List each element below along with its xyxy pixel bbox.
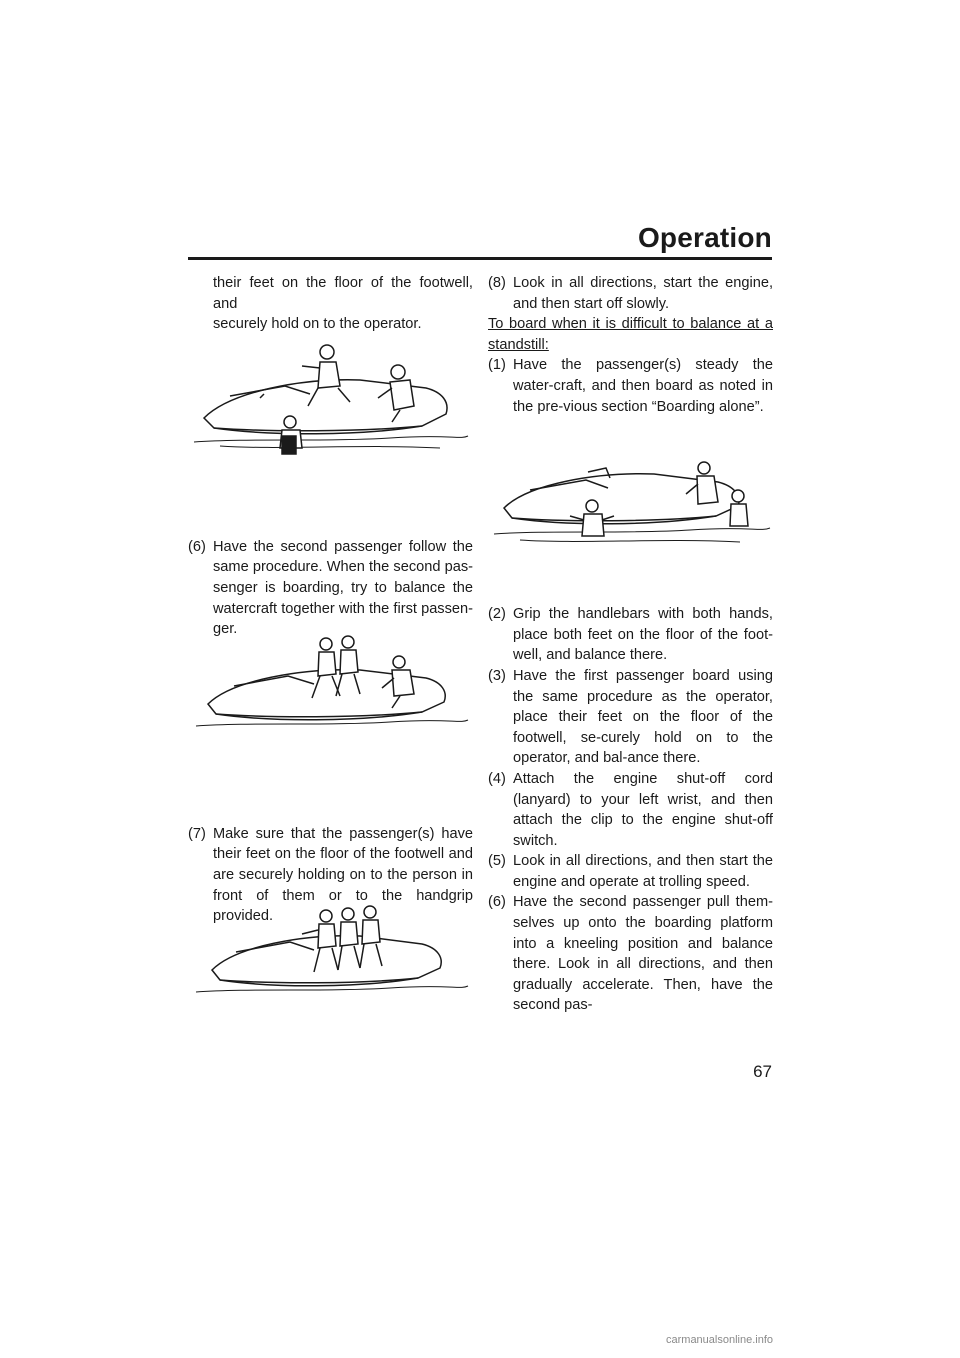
step-number: (4) [488,770,506,787]
step-text: Have the second passenger pull them-selves up onto the boarding platform into a kneeling position and balance there. Look in all directions, and then gradually accelerate. Then, have the second pas- [513,894,773,1014]
step-text: Make sure that the passenger(s) have their feet on the floor of the footwell and are securely holding on to the person in front of them or to the handgrip provided. [213,825,473,925]
watermark-link[interactable]: carmanualsonline.info [666,1334,774,1346]
intro-line-1: their feet on the floor of the footwell, and [213,275,473,312]
step-text: Attach the engine shut-off cord (lanyard) to your left wrist, and then attach the clip to the engine shut-off switch. [513,770,773,849]
boarding-illustration-2 [190,630,470,746]
step-number: (7) [188,825,206,842]
step-6-left [188,537,473,640]
step-6-right [488,892,773,1016]
right-column [488,273,773,1016]
step-text: Grip the handlebars with both hands, place both feet on the floor of the foot-well, and balance there. [513,606,773,664]
step-text: Have the second passenger follow the same procedure. When the second pas-senger is boarding, try to balance the watercraft together with the first passen-ger. [213,538,473,638]
step-number: (5) [488,853,506,870]
steadying-illustration-4 [490,456,772,560]
step-number: (1) [488,357,506,374]
step-1-right [488,355,773,417]
step-text: Have the passenger(s) steady the water-craft, and then board as noted in the pre-vious section “Boarding alone”. [513,357,773,415]
header-rule [188,257,772,260]
step-text: Have the first passenger board using the same procedure as the operator, place their feet on the floor of the footwell, se-curely hold on to the operator, and bal-ance there. [513,667,773,767]
step-number: (3) [488,667,506,684]
boarding-illustration-1 [190,336,470,460]
step-number: (6) [188,538,206,555]
step-number: (6) [488,894,506,911]
step-number: (2) [488,606,506,623]
step-5-right [488,851,773,892]
step-8-right [488,273,773,314]
step-4-right [488,769,773,851]
riding-illustration-3 [190,898,470,1012]
step-text: Look in all directions, and then start the engine and operate at trolling speed. [513,853,773,890]
page-title: Operation [637,222,772,253]
step-number: (8) [488,275,506,291]
subheading: To board when it is difficult to balance at a standstill: [488,316,773,353]
step-text: Look in all directions, start the engine, and then start off slowly. [513,275,773,312]
step-3-right [488,666,773,769]
intro-line-2: securely hold on to the operator. [213,316,422,333]
step-2-right [488,604,773,666]
page-number: 67 [753,1062,772,1081]
